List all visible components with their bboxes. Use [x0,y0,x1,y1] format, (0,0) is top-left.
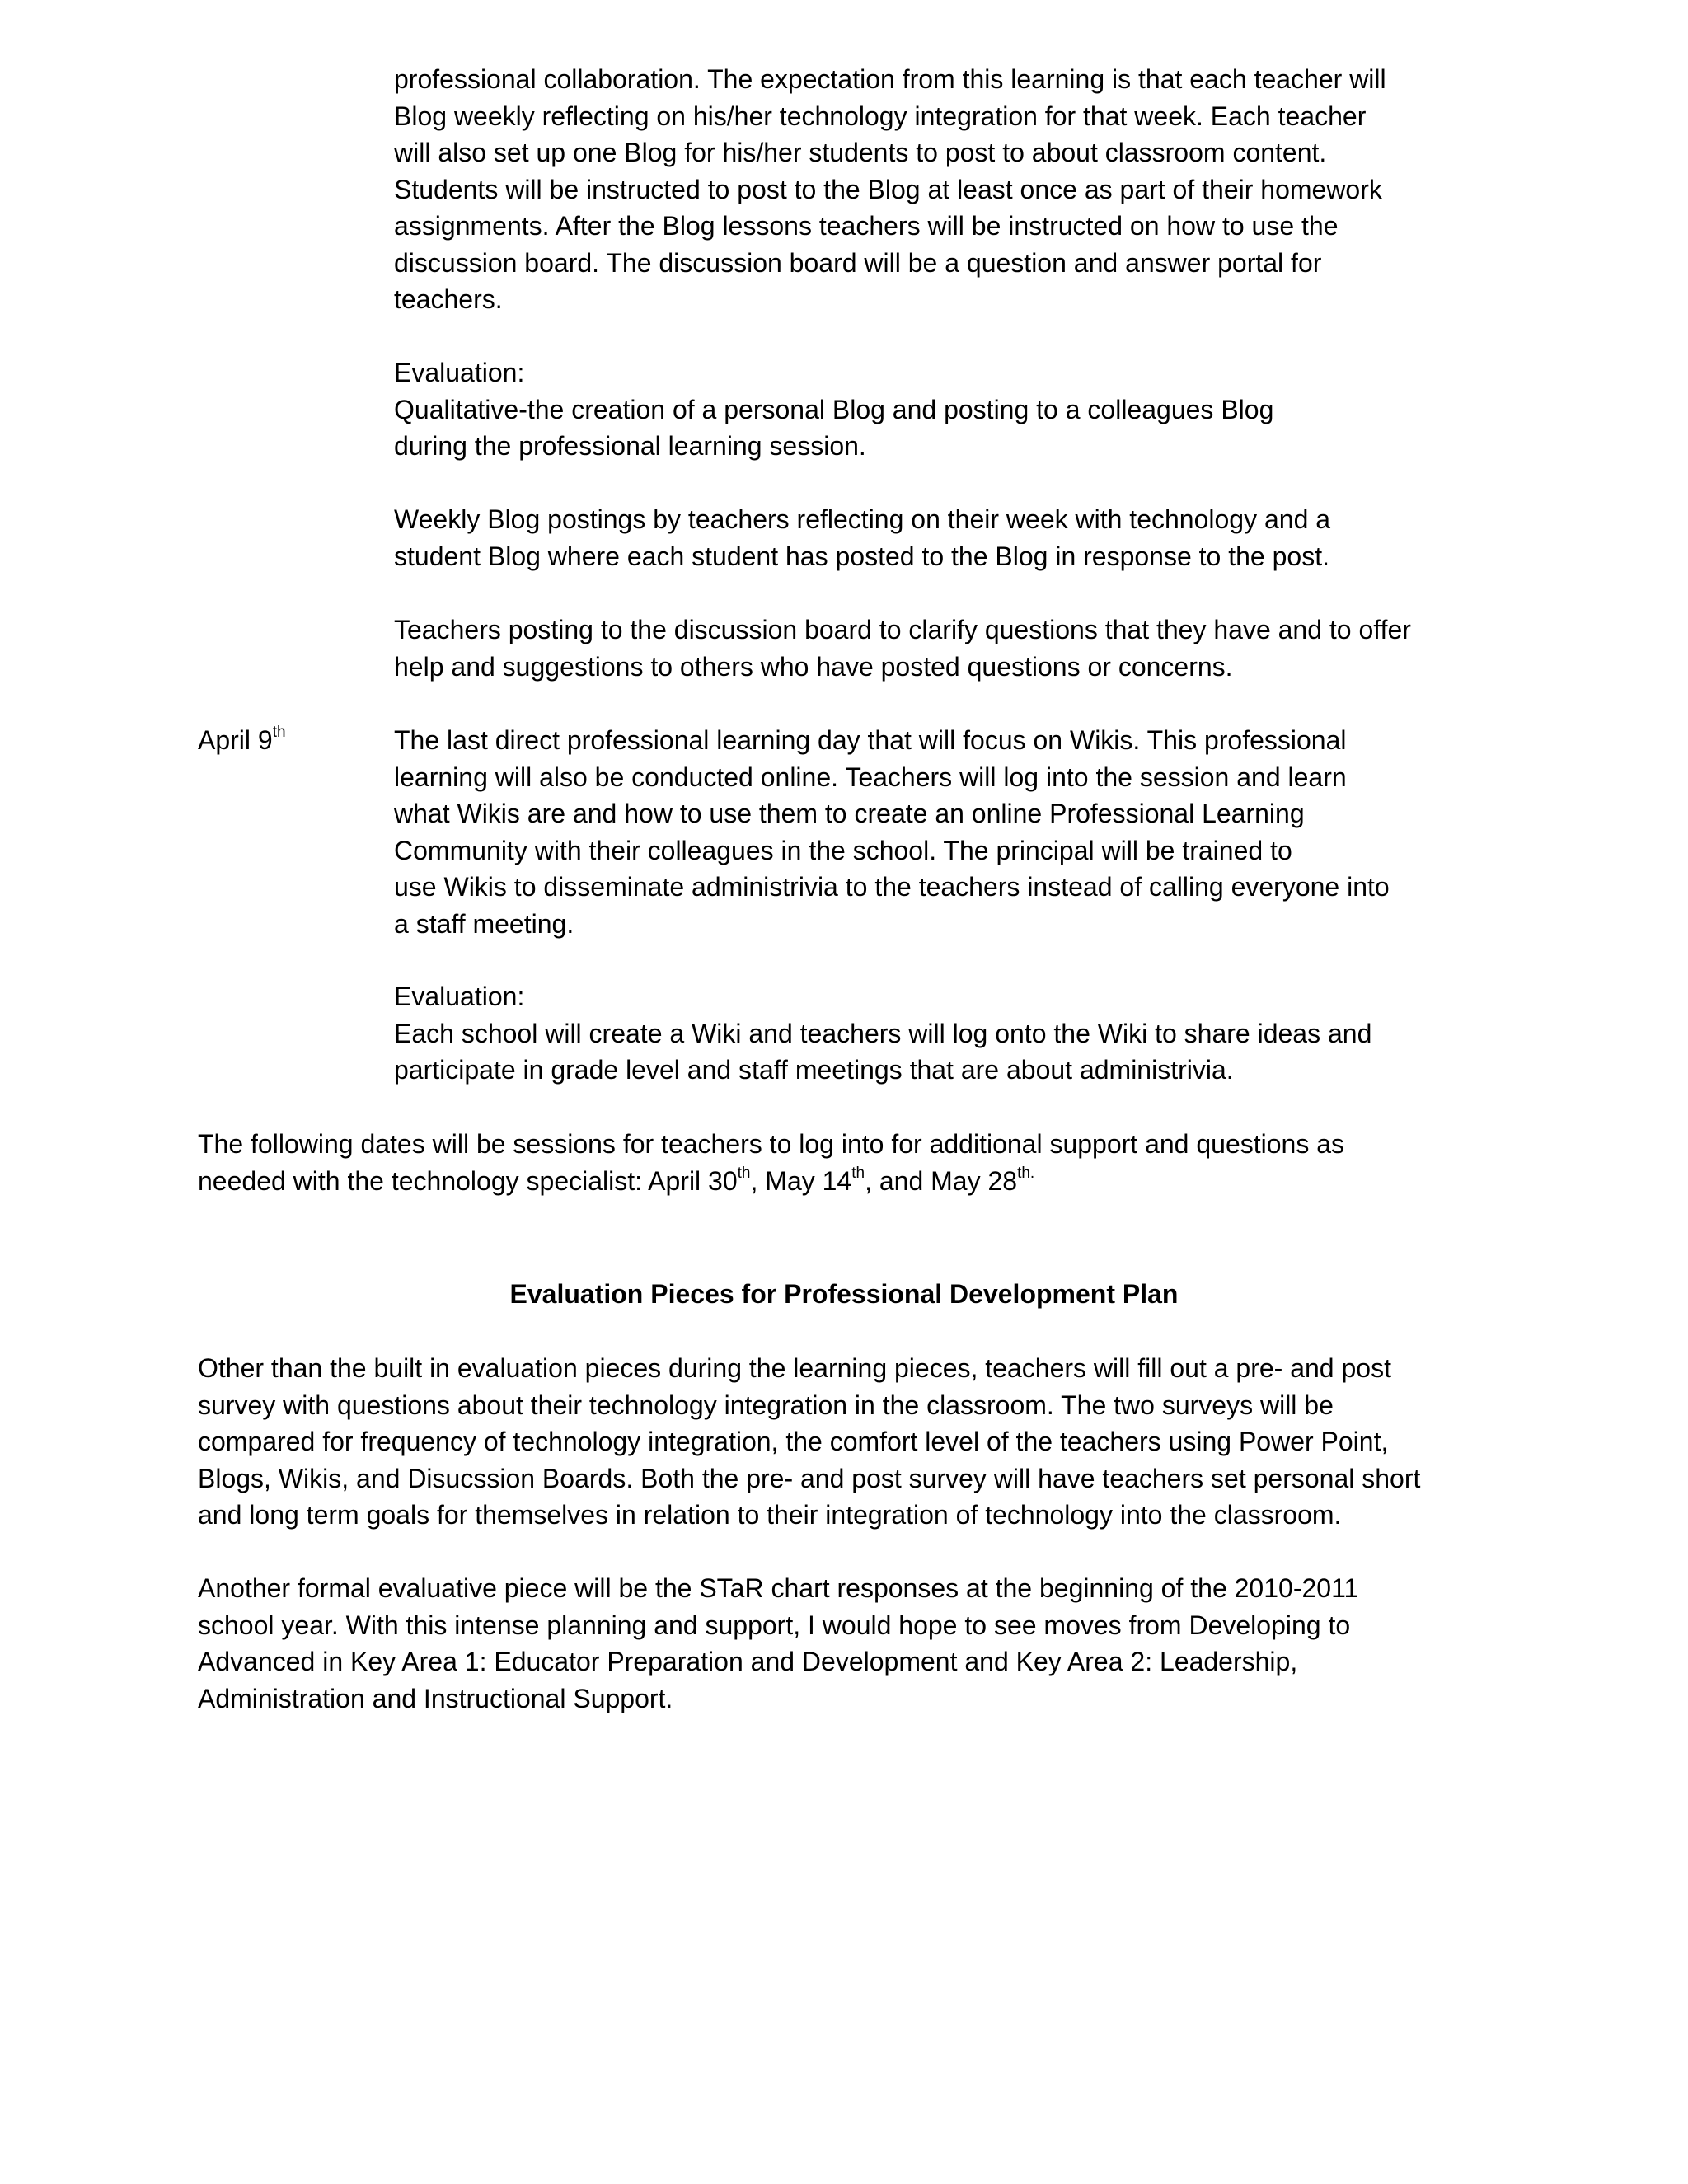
text-line: compared for frequency of technology integration, the comfort level of the teachers using Power Point, [198,1427,1389,1456]
text-line: Another formal evaluative piece will be the STaR chart responses at the beginning of the 2010-2011 [198,1573,1359,1603]
text-line: what Wikis are and how to use them to create an online Professional Learning [394,799,1305,828]
sessions-text-b: , May 14 [750,1165,852,1196]
text-line: Blog weekly reflecting on his/her technology integration for that week. Each teacher [394,101,1367,131]
weekly-blog-paragraph [394,501,1573,574]
text-line: Other than the built in evaluation pieces during the learning pieces, teachers will fill out a pre- and post [198,1353,1391,1383]
text-line: discussion board. The discussion board will be a question and answer portal for [394,247,1322,278]
text-line: Administration and Instructional Support. [198,1683,673,1713]
date-superscript: th. [1017,1164,1035,1182]
text-line: use Wikis to disseminate administrivia to the teachers instead of calling everyone into [394,872,1390,902]
text-line: Qualitative-the creation of a personal Blog and posting to a colleagues Blog [394,394,1274,424]
text-line: during the professional learning session. [394,431,866,461]
sessions-text-c: , and May 28 [865,1165,1018,1196]
text-line: The last direct professional learning day that will focus on Wikis. This professional [394,725,1347,755]
text-line: Students will be instructed to post to the Blog at least once as part of their homework [394,174,1382,204]
text-line: help and suggestions to others who have posted questions or concerns. [394,651,1233,682]
text-line: professional collaboration. The expectation from this learning is that each teacher will [394,64,1386,94]
date-text: April 9 [198,725,273,755]
sessions-text-a: needed with the technology specialist: April 30 [198,1165,738,1196]
date-superscript: th [737,1164,751,1182]
text-line: teachers. [394,284,503,314]
date-superscript: th [272,724,286,741]
survey-paragraph [198,1350,1517,1534]
blog-evaluation-section [394,354,1573,465]
text-line: and long term goals for themselves in relation to their integration of technology into the classroom. [198,1500,1342,1530]
text-line: Blogs, Wikis, and Disucssion Boards. Both the pre- and post survey will have teachers set personal short [198,1463,1421,1493]
text-line-with-dates [198,1163,1517,1200]
text-line: will also set up one Blog for his/her students to post to about classroom content. [394,138,1327,167]
text-line: Advanced in Key Area 1: Educator Preparation and Development and Key Area 2: Leadership, [198,1647,1298,1676]
text-line: The following dates will be sessions for teachers to log into for additional support and questions as [198,1129,1345,1159]
text-line: Each school will create a Wiki and teachers will log onto the Wiki to share ideas and [394,1018,1372,1048]
text-line: survey with questions about their technology integration in the classroom. The two surveys will be [198,1390,1334,1420]
wikis-learning-paragraph [394,722,1573,942]
discussion-board-paragraph [394,612,1573,685]
text-line: Weekly Blog postings by teachers reflecting on their week with technology and a [394,504,1331,534]
date-superscript: th [851,1164,865,1182]
text-line: a staff meeting. [394,908,574,939]
evaluation-label: Evaluation: [394,982,525,1011]
text-line: participate in grade level and staff meetings that are about administrivia. [394,1055,1234,1085]
support-sessions-paragraph [198,1126,1517,1199]
text-line: Community with their colleagues in the school. The principal will be trained to [394,835,1292,865]
section-heading: Evaluation Pieces for Professional Development Plan [509,1279,1179,1309]
text-line: Teachers posting to the discussion board to clarify questions that they have and to offer [394,615,1411,644]
april-9-date-label [198,722,286,759]
text-line: student Blog where each student has posted to the Blog in response to the post. [394,541,1329,571]
evaluation-label: Evaluation: [394,358,525,387]
blog-expectations-paragraph [394,61,1573,318]
wiki-evaluation-section [394,978,1573,1089]
text-line: school year. With this intense planning and support, I would hope to see moves from Developing to [198,1610,1351,1640]
text-line: learning will also be conducted online. Teachers will log into the session and learn [394,762,1347,792]
text-line: assignments. After the Blog lessons teachers will be instructed on how to use the [394,211,1339,241]
star-chart-paragraph [198,1570,1517,1717]
